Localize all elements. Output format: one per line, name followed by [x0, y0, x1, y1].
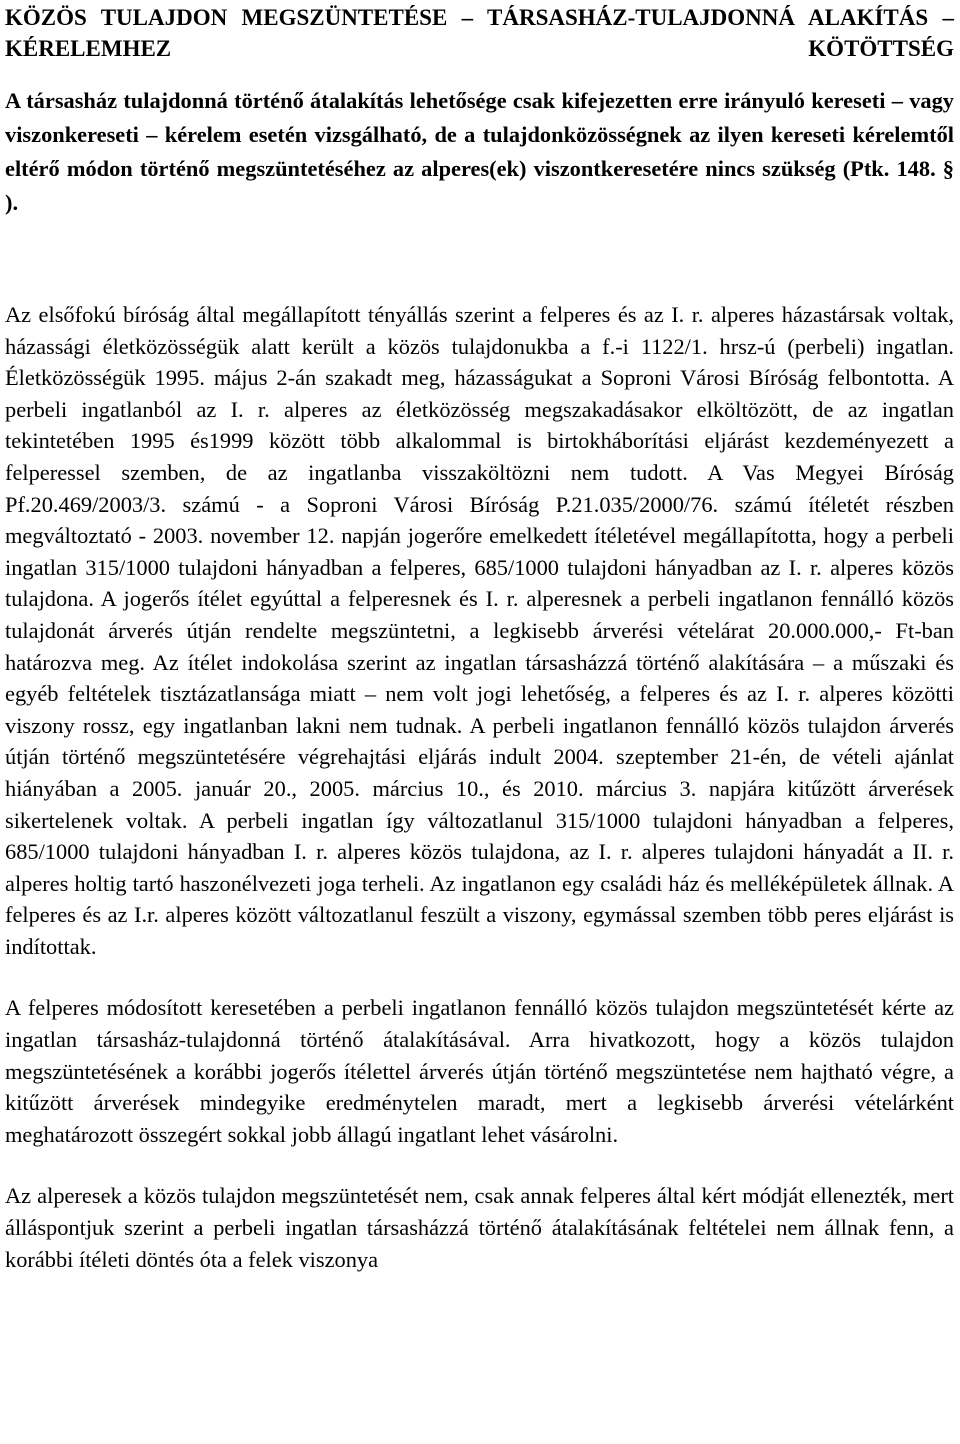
headnote-summary: A társasház tulajdonná történő átalakítás lehetősége csak kifejezetten erre irányuló kereseti – vagy viszonkereseti – kérelem esetén vizsgálható, de a tulajdonközösségnek az ilyen kereseti kérelemtől eltérő módon történő megszüntetéséhez az alperes(ek) viszontkeresetére nincs szükség (Ptk. 148. § ).: [5, 88, 954, 215]
paragraph-defense: Az alperesek a közös tulajdon megszüntetését nem, csak annak felperes által kért módját ellenezték, mert álláspontjuk szerint a perbeli ingatlan társasházzá történő átalakításának feltételei nem állnak fenn, a korábbi ítéleti döntés óta a felek viszonya: [5, 1183, 954, 1272]
document-page: [5, 0, 954, 1275]
document-title: KÖZÖS TULAJDON MEGSZÜNTETÉSE – TÁRSASHÁZ-TULAJDONNÁ ALAKÍTÁS – KÉRELEMHEZ KÖTÖTTSÉG: [5, 5, 954, 61]
paragraph-claim: A felperes módosított keresetében a perbeli ingatlanon fennálló közös tulajdon megszüntetését kérte az ingatlan társasház-tulajdonná történő átalakításával. Arra hivatkozott, hogy a közös tulajdon megszüntetésének a korábbi jogerős ítélettel árverés útján történő megszüntetése nem hajtható végre, a kitűzött árverések mindegyike eredménytelen maradt, mert a legkisebb árverési vételárként meghatározott összegért sokkal jobb állagú ingatlant lehet vásárolni.: [5, 995, 954, 1147]
paragraph-facts: Az elsőfokú bíróság által megállapított tényállás szerint a felperes és az I. r. alperes házastársak voltak, házassági életközösségük alatt került a közös tulajdonukba a f.-i 1122/1. hrsz-ú (perbeli) ingatlan. Életközösségük 1995. május 2-án szakadt meg, házasságukat a Soproni Városi Bíróság felbontotta. A perbeli ingatlanból az I. r. alperes az életközösség megszakadásakor elköltözött, de az ingatlan tekintetében 1995 és1999 között több alkalommal is birtokháborítási eljárást kezdeményezett a felperessel szemben, de az ingatlanba visszaköltözni nem tudott. A Vas Megyei Bíróság Pf.20.469/2003/3. számú - a Soproni Városi Bíróság P.21.035/2000/76. számú ítéletét részben megváltoztató - 2003. november 12. napján jogerőre emelkedett ítéletével megállapította, hogy a perbeli ingatlan 315/1000 tulajdoni hányadban a felperes, 685/1000 tulajdoni hányadban az I. r. alperes közös tulajdona. A jogerős ítélet egyúttal a felperesnek és I. r. alperesnek a perbeli ingatlanon fennálló közös tulajdonát árverés útján rendelte megszüntetni, a legkisebb árverési vételárat 20.000.000,- Ft-ban határozva meg. Az ítélet indokolása szerint az ingatlan társasházzá történő alakítására – a műszaki és egyéb feltételek tisztázatlansága miatt – nem volt jogi lehetőség, a felperes és az I. r. alperes közötti viszony rossz, egy ingatlanban lakni nem tudnak. A perbeli ingatlanon fennálló közös tulajdon árverés útján történő megszüntetésére végrehajtási eljárás indult 2004. szeptember 21-én, de vételi ajánlat hiányában a 2005. január 20., 2005. március 10., és 2010. március 3. napjára kitűzött árverések sikertelenek voltak. A perbeli ingatlan így változatlanul 315/1000 tulajdoni hányadban a felperes, 685/1000 tulajdoni hányadban I. r. alperes közös tulajdona, az I. r. alperes tulajdoni hányadát a II. r. alperes holtig tartó haszonélvezeti joga terheli. Az ingatlanon egy családi ház és melléképületek állnak. A felperes és az I.r. alperes között változatlanul feszült a viszony, egymással szemben több peres eljárást is indítottak.: [5, 302, 954, 959]
